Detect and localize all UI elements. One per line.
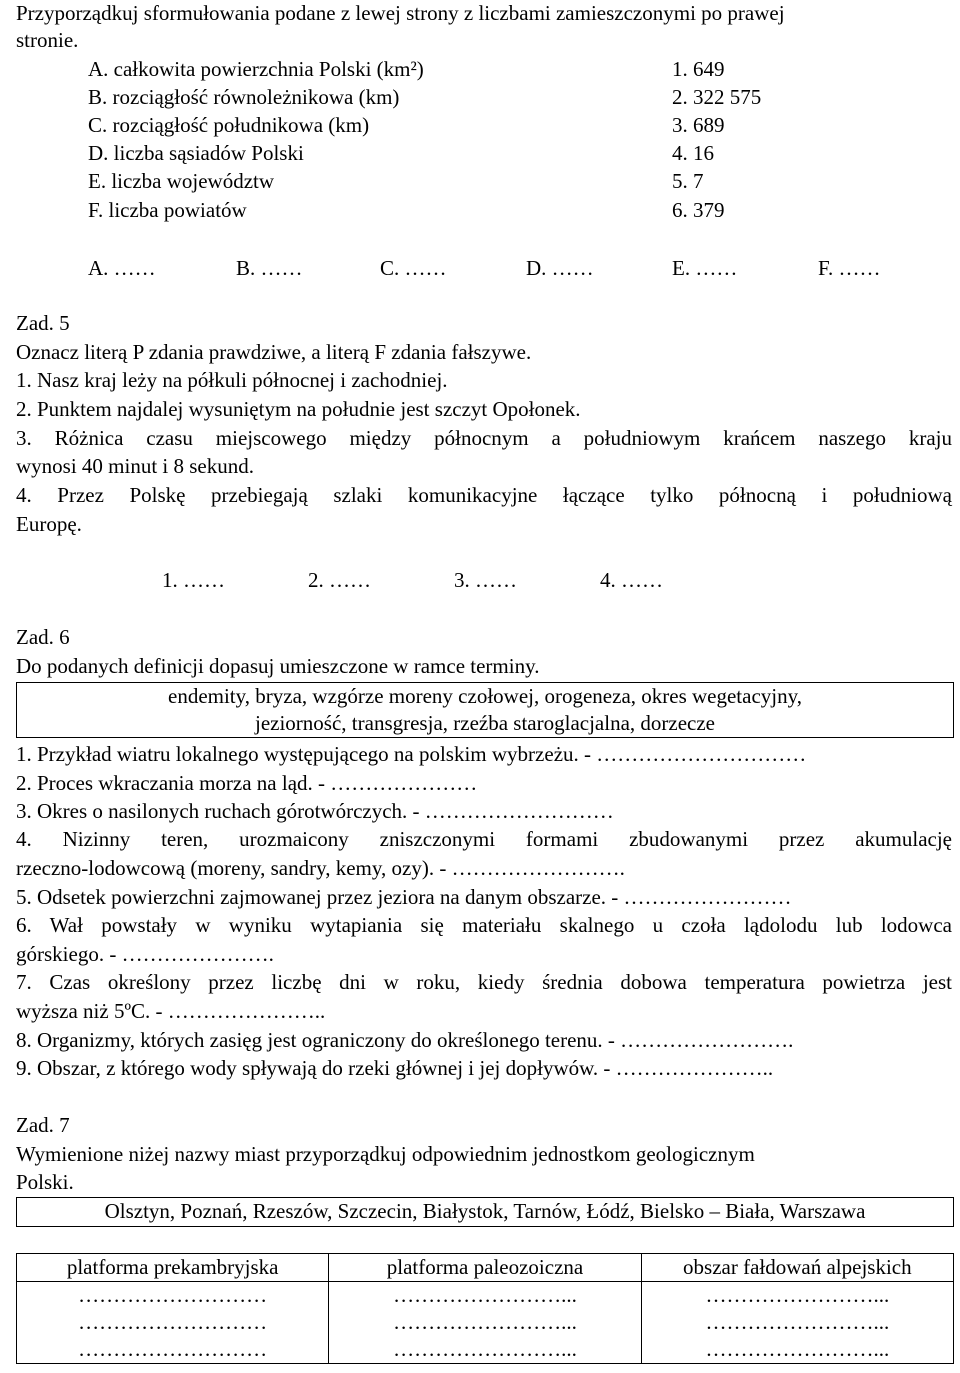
match-right-4: 4. 16 xyxy=(672,141,714,165)
zad7-title: Zad. 7 xyxy=(16,1113,70,1137)
terms-line-2: jeziorność, transgresja, rzeźba staroglacjalna, dorzecze xyxy=(255,711,715,735)
definition-9: 9. Obszar, z którego wody spływają do rzeki głównej i jej dopływów. - ………………….. xyxy=(16,1056,774,1080)
zad5-statement-4b: Europę. xyxy=(16,512,82,536)
match-left-a: A. całkowita powierzchnia Polski (km²) xyxy=(88,57,424,81)
zad7-instruction-1: Wymienione niżej nazwy miast przyporządkuj odpowiednim jednostkom geologicznym xyxy=(16,1142,755,1166)
match-answer-c[interactable]: C. …… xyxy=(380,256,447,280)
match-answer-d[interactable]: D. …… xyxy=(526,256,594,280)
definition-5: 5. Odsetek powierzchni zajmowanej przez jeziora na danym obszarze. - …………………… xyxy=(16,885,792,909)
header-alpine: obszar fałdowań alpejskich xyxy=(641,1254,953,1282)
definition-6b: górskiego. - …………………. xyxy=(16,942,274,966)
match-right-5: 5. 7 xyxy=(672,169,704,193)
match-left-c: C. rozciągłość południkowa (km) xyxy=(88,113,370,137)
zad5-statement-4a: 4. Przez Polskę przebiegają szlaki komunikacyjne łączące tylko północną i południową xyxy=(16,483,952,507)
cities-box xyxy=(16,1197,954,1227)
match-left-e: E. liczba województw xyxy=(88,169,275,193)
match-right-6: 6. 379 xyxy=(672,198,725,222)
definition-6a: 6. Wał powstały w wyniku wytapiania się materiału skalnego u czoła lądolodu lub lodowca xyxy=(16,913,952,937)
answer-alpine-cell[interactable]: ……………………... ……………………... ……………………... xyxy=(641,1282,953,1364)
zad7-instruction-2: Polski. xyxy=(16,1170,74,1194)
zad5-statement-3b: wynosi 40 minut i 8 sekund. xyxy=(16,454,255,478)
intro-line-1: Przyporządkuj sformułowania podane z lewej strony z liczbami zamieszczonymi po prawej xyxy=(16,1,785,25)
definition-1: 1. Przykład wiatru lokalnego występującego na polskim wybrzeżu. - ………………………… xyxy=(16,742,807,766)
zad5-answer-4[interactable]: 4. …… xyxy=(600,568,663,592)
definition-3: 3. Okres o nasilonych ruchach górotwórczych. - ……………………… xyxy=(16,799,614,823)
answer-paleozoic-cell[interactable]: ……………………... ……………………... ……………………... xyxy=(329,1282,641,1364)
zad5-statement-3a: 3. Różnica czasu miejscowego między północnym a południowym krańcem naszego kraju xyxy=(16,426,952,450)
definition-7b: wyższa niż 5ºC. - ………………….. xyxy=(16,999,326,1023)
match-answer-b[interactable]: B. …… xyxy=(236,256,303,280)
intro-line-2: stronie. xyxy=(16,28,79,52)
zad5-statement-2: 2. Punktem najdalej wysuniętym na południe jest szczyt Opołonek. xyxy=(16,397,581,421)
answer-precambrian-cell[interactable]: ……………………… ……………………… ……………………… xyxy=(17,1282,329,1364)
match-answer-a[interactable]: A. …… xyxy=(88,256,156,280)
zad5-statement-1: 1. Nasz kraj leży na półkuli północnej i zachodniej. xyxy=(16,368,448,392)
zad5-answer-1[interactable]: 1. …… xyxy=(162,568,225,592)
definition-4b: rzeczno-lodowcową (moreny, sandry, kemy, ozy). - ……………………. xyxy=(16,856,625,880)
zad5-answer-3[interactable]: 3. …… xyxy=(454,568,517,592)
match-answer-f[interactable]: F. …… xyxy=(818,256,881,280)
match-left-b: B. rozciągłość równoleżnikowa (km) xyxy=(88,85,400,109)
match-right-2: 2. 322 575 xyxy=(672,85,762,109)
match-answer-e[interactable]: E. …… xyxy=(672,256,738,280)
definition-8: 8. Organizmy, których zasięg jest ograniczony do określonego terenu. - ……………………. xyxy=(16,1028,794,1052)
zad6-instruction: Do podanych definicji dopasuj umieszczone w ramce terminy. xyxy=(16,654,540,678)
match-left-f: F. liczba powiatów xyxy=(88,198,247,222)
zad6-title: Zad. 6 xyxy=(16,625,70,649)
terms-box xyxy=(16,682,954,738)
zad5-answer-2[interactable]: 2. …… xyxy=(308,568,371,592)
zad5-instruction: Oznacz literą P zdania prawdziwe, a literą F zdania fałszywe. xyxy=(16,340,532,364)
match-right-1: 1. 649 xyxy=(672,57,725,81)
header-precambrian: platforma prekambryjska xyxy=(17,1254,329,1282)
cities-list: Olsztyn, Poznań, Rzeszów, Szczecin, Białystok, Tarnów, Łódź, Bielsko – Biała, Warszawa xyxy=(104,1199,866,1223)
zad5-title: Zad. 5 xyxy=(16,311,70,335)
definition-4a: 4. Nizinny teren, urozmaicony zniszczonymi formami zbudowanymi przez akumulację xyxy=(16,827,952,851)
match-right-3: 3. 689 xyxy=(672,113,725,137)
match-left-d: D. liczba sąsiadów Polski xyxy=(88,141,304,165)
geology-table xyxy=(16,1253,954,1364)
definition-7a: 7. Czas określony przez liczbę dni w roku, kiedy średnia dobowa temperatura powietrza jest xyxy=(16,970,952,994)
table-header-row xyxy=(17,1254,954,1282)
terms-line-1: endemity, bryza, wzgórze moreny czołowej, orogeneza, okres wegetacyjny, xyxy=(168,684,802,708)
header-paleozoic: platforma paleozoiczna xyxy=(329,1254,641,1282)
definition-2: 2. Proces wkraczania morza na ląd. - ………………… xyxy=(16,771,478,795)
table-row xyxy=(17,1282,954,1364)
